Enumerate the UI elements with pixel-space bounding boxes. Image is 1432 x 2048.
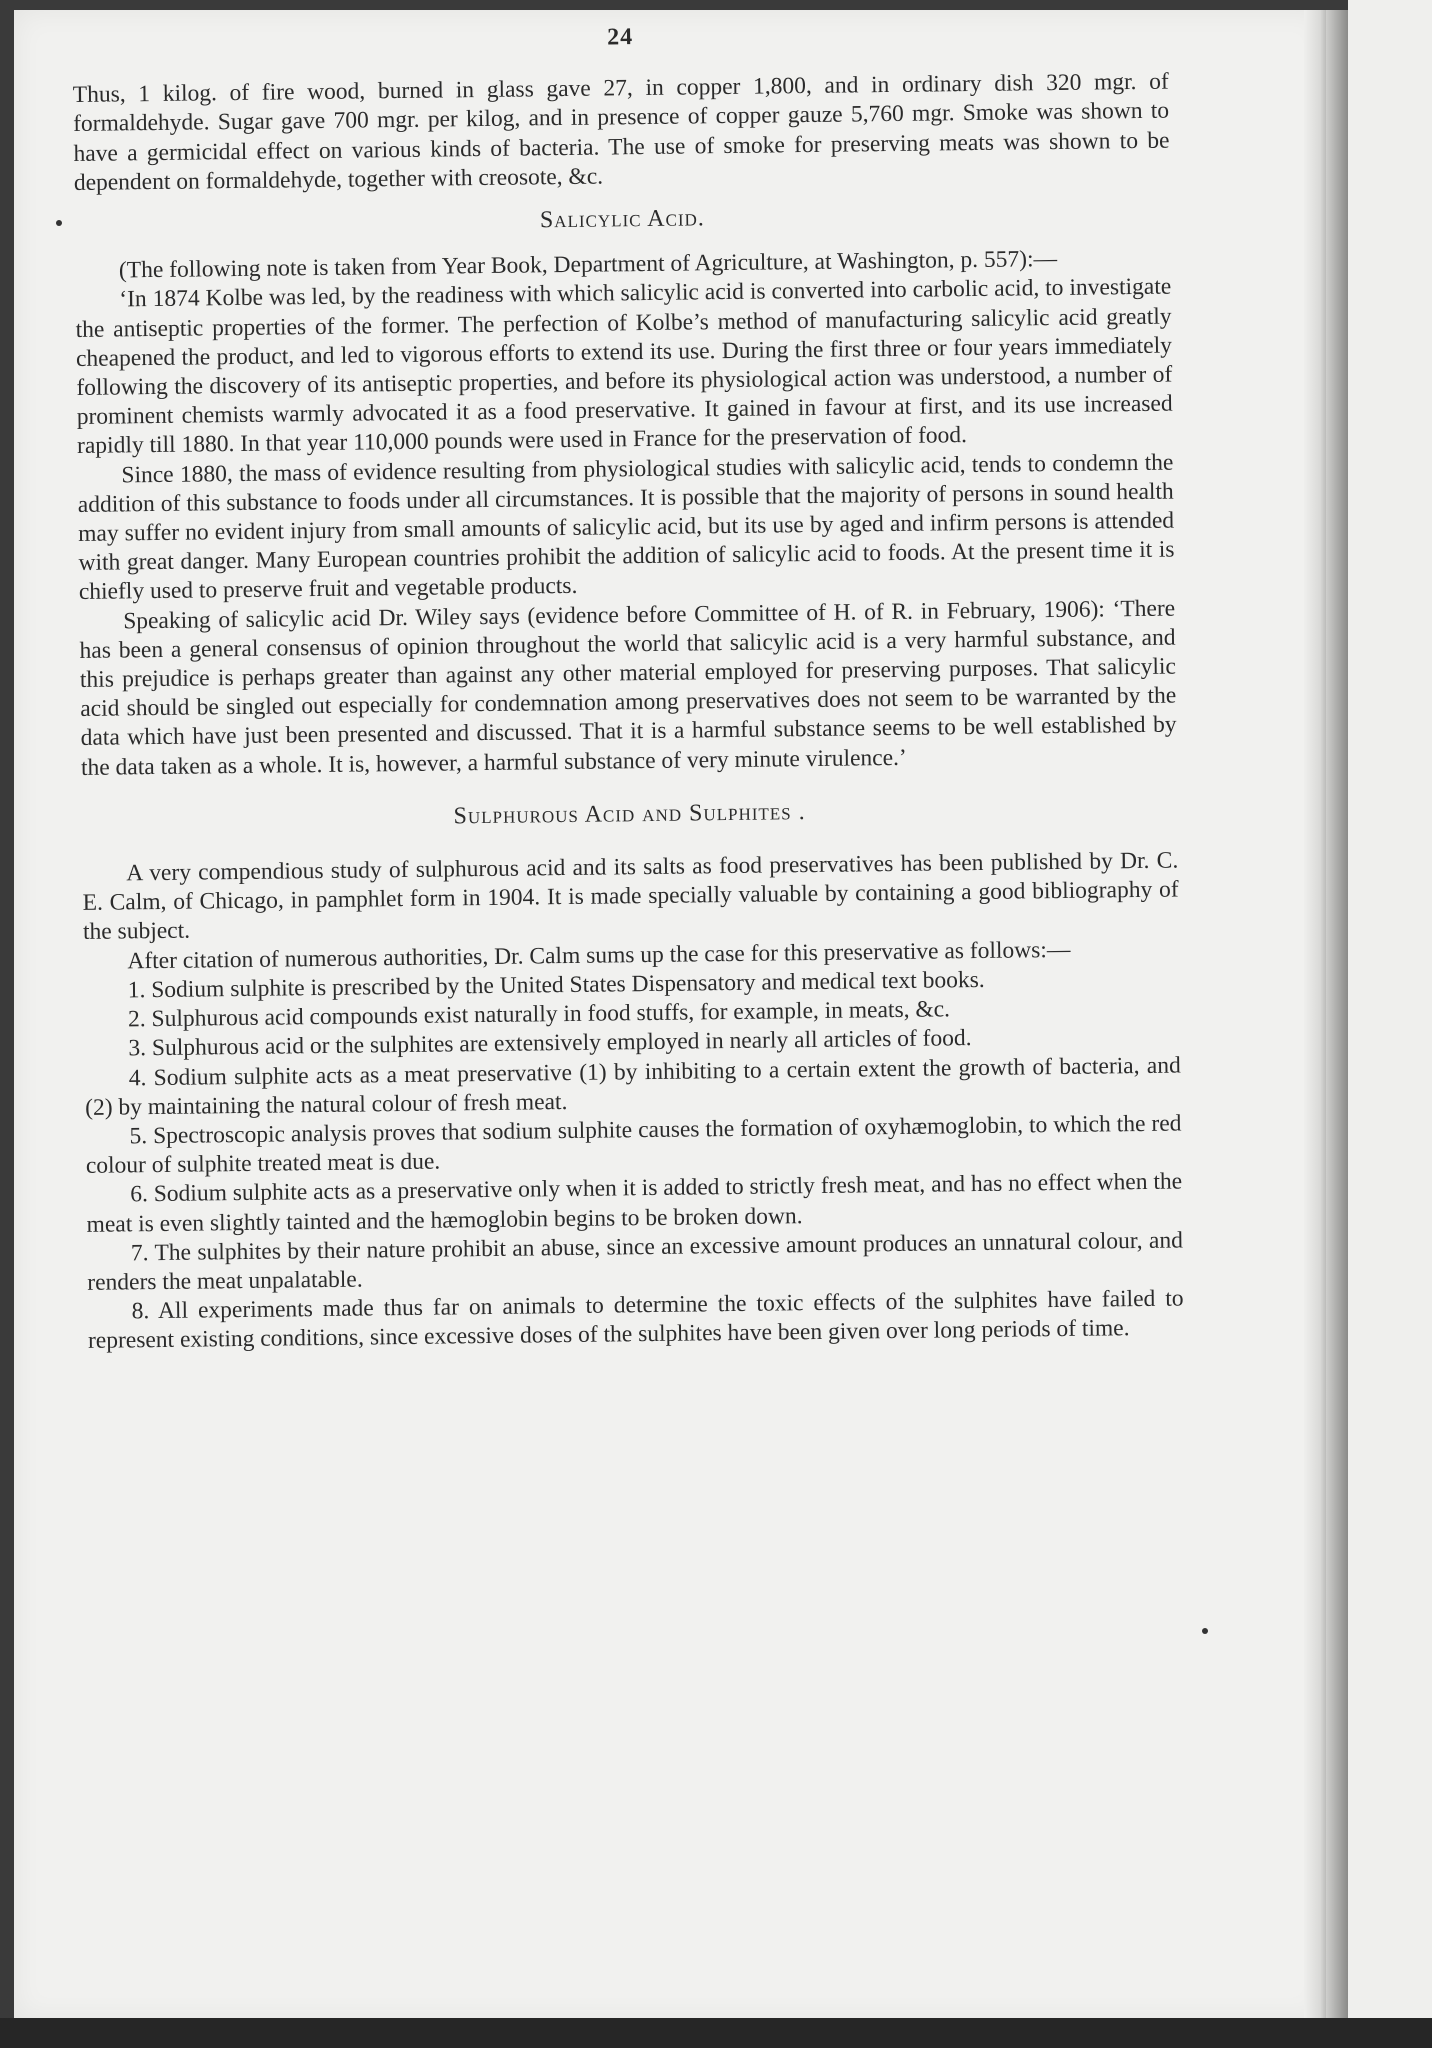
paragraph: A very compendious study of sulphurous acid and its salts as food preservatives has been published by Dr. C. E. Calm, of Chicago, in pamphlet form in 1904. It is made specially valuable by containing a good bibliography of the subject. [82, 847, 1179, 946]
speck-mark [56, 220, 62, 226]
page-number: 24 [606, 24, 634, 51]
list-item: 4. Sodium sulphite acts as a meat preservative (1) by inhibiting to a certain extent the growth of bacteria, and (2) by maintaining the natural colour of fresh meat. [85, 1052, 1181, 1121]
speck-mark [1202, 1628, 1208, 1634]
page-fold [1326, 10, 1348, 2030]
list-item: 1. Sodium sulphite is prescribed by the United States Dispensatory and medical text books. [127, 966, 985, 1004]
paragraph: Since 1880, the mass of evidence resulting from physiological studies with salicylic acid, tends to condemn the addition of this substance to foods under all circumstances. It is possible that the majority of persons in sound health may suffer no evident injury from small amounts of salicylic acid, but its use by aged and infirm persons is attended with great danger. Many European countries prohibit the addition of salicylic acid to foods. At the present time it is chiefly used to preserve fruit and vegetable products. [77, 449, 1175, 606]
intro-paragraph: Thus, 1 kilog. of fire wood, burned in glass gave 27, in copper 1,800, and in ordinary dish 320 mgr. of formaldehyde. Sugar gave 700 mgr. per kilog, and in presence of copper gauze 5,760 mgr. Smoke was shown to have a germicidal effect on various kinds of bacteria. The use of smoke for preserving meats was shown to be dependent on formaldehyde, together with creosote, &c. [72, 68, 1170, 196]
page-text [72, 17, 1184, 1357]
bottom-border [0, 2018, 1432, 2048]
paragraph: (The following note is taken from Year Book, Department of Agriculture, at Washington, p. 557):— [118, 246, 1058, 284]
section-heading-sulphurous: Sulphurous Acid and Sulphites . [453, 798, 806, 830]
paragraph: After citation of numerous authorities, Dr. Calm sums up the case for this preservative as follows:— [127, 936, 1071, 975]
paragraph: ‘In 1874 Kolbe was led, by the readiness with which salicylic acid is converted into carbolic acid, to investigate the antiseptic properties of the former. The perfection of Kolbe’s method of manufacturing salicylic acid greatly cheapened the product, and led to vigorous efforts to extend its use. During the first three or four years immediately following the discovery of its antiseptic properties, and before its physiological action was understood, a number of prominent chemists warmly advocated it as a food preservative. It gained in favour at first, and its use increased rapidly till 1880. In that year 110,000 pounds were used in France for the preservation of food. [75, 274, 1173, 460]
list-item: 6. Sodium sulphite acts as a preservative only when it is added to strictly fresh meat, and has no effect when the meat is even slightly tainted and the hæmoglobin begins to be broken down. [86, 1168, 1183, 1238]
list-item: 7. The sulphites by their nature prohibit an abuse, since an excessive amount produces an unnatural colour, and renders the meat unpalatable. [87, 1227, 1184, 1296]
list-item: 3. Sulphurous acid or the sulphites are extensively employed in nearly all articles of food. [128, 1025, 972, 1062]
list-item: 2. Sulphurous acid compounds exist naturally in food stuffs, for example, in meats, &c. [127, 996, 951, 1033]
section-heading-salicylic: Salicylic Acid. [539, 205, 705, 234]
list-item: 8. All experiments made thus far on animals to determine the toxic effects of the sulphites have failed to represent existing conditions, since excessive doses of the sulphites have been given over long periods of time. [87, 1285, 1184, 1355]
paragraph: Speaking of salicylic acid Dr. Wiley says (evidence before Committee of H. of R. in February, 1906): ‘There has been a general consensus of opinion throughout the world that salicylic acid is a very harmful substance, and this prejudice is perhaps greater than against any other material employed for preserving purposes. That salicylic acid should be singled out especially for condemnation among preservatives does not seem to be warranted by the data which have just been presented and discussed. That it is a harmful substance seems to be well established by the data taken as a whole. It is, however, a harmful substance of very minute virulence.’ [79, 595, 1177, 781]
list-item: 5. Spectroscopic analysis proves that sodium sulphite causes the formation of oxyhæmoglobin, to which the red colour of sulphite treated meat is due. [85, 1110, 1182, 1180]
right-margin [1348, 0, 1432, 2048]
